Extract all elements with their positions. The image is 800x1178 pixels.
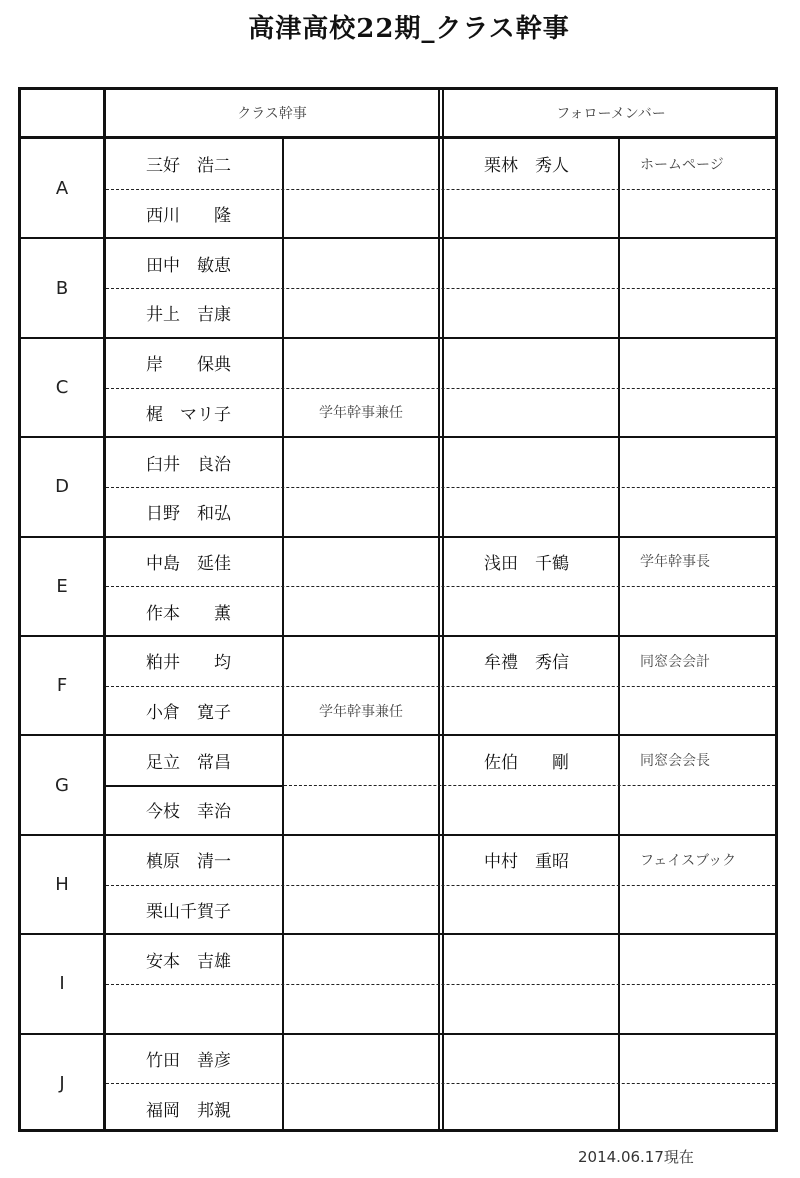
follow-member-role: 同窓会会長	[640, 753, 710, 770]
officer-name: 梶 マリ子	[146, 404, 231, 425]
class-label: C	[55, 376, 69, 398]
officer-note	[284, 835, 438, 885]
officer-note	[284, 785, 438, 835]
officer-name: 今枝 幸治	[146, 802, 231, 823]
officer-note: 学年幹事兼任	[319, 405, 403, 422]
header-follow-members: フォローメンバー	[556, 106, 666, 122]
officer-name: 栗山千賀子	[146, 901, 231, 922]
follow-member-role	[620, 338, 778, 388]
officer-note	[284, 586, 438, 636]
follow-member-role	[620, 785, 778, 835]
officer-note	[284, 189, 438, 239]
follow-member-role: フェイスブック	[640, 852, 737, 869]
follow-member-role: 学年幹事長	[640, 554, 710, 571]
subrow-divider	[106, 388, 775, 389]
officer-name: 槙原 清一	[146, 852, 231, 873]
subrow-divider	[106, 586, 775, 587]
follow-member-name: 栗林 秀人	[484, 156, 569, 177]
officer-note	[284, 537, 438, 587]
follow-member-name	[444, 984, 618, 1034]
officer-note	[284, 238, 438, 288]
subrow-divider	[106, 885, 775, 886]
officer-name: 福岡 邦親	[146, 1100, 231, 1121]
officer-note	[284, 885, 438, 935]
header-class-officers: クラス幹事	[237, 106, 307, 122]
class-label: I	[59, 973, 65, 995]
follow-member-role	[620, 1083, 778, 1133]
follow-member-name	[444, 586, 618, 636]
subrow-divider	[106, 288, 775, 289]
follow-member-name	[444, 189, 618, 239]
follow-member-role	[620, 437, 778, 487]
follow-member-name: 牟禮 秀信	[484, 653, 569, 674]
officer-name: 田中 敏恵	[146, 255, 231, 276]
officer-name: 岸 保典	[146, 355, 231, 376]
follow-member-name: 佐伯 剛	[484, 752, 569, 773]
follow-member-name	[444, 1034, 618, 1084]
class-label: E	[56, 575, 68, 597]
follow-member-name	[444, 785, 618, 835]
officer-note	[284, 636, 438, 686]
page-title: 高津高校22期_クラス幹事	[248, 14, 570, 44]
follow-member-name	[444, 238, 618, 288]
subrow-divider	[106, 984, 775, 985]
follow-member-role	[620, 586, 778, 636]
as-of-date: 2014.06.17現在	[578, 1148, 694, 1166]
officer-note: 学年幹事兼任	[319, 703, 403, 720]
follow-member-role	[620, 934, 778, 984]
follow-member-name	[444, 288, 618, 338]
divider-double-left	[438, 90, 440, 1129]
class-label: B	[55, 277, 69, 299]
officer-note	[284, 934, 438, 984]
follow-member-name	[444, 686, 618, 736]
class-officers-table	[18, 87, 778, 1132]
officer-name: 作本 薫	[146, 603, 231, 624]
follow-member-role	[620, 984, 778, 1034]
subrow-divider	[106, 487, 775, 488]
follow-member-role	[620, 388, 778, 438]
follow-member-name	[444, 338, 618, 388]
class-label: F	[56, 675, 68, 697]
follow-member-name: 浅田 千鶴	[484, 553, 569, 574]
officer-name: 三好 浩二	[146, 156, 231, 177]
officer-name: 日野 和弘	[146, 504, 231, 525]
class-label: D	[55, 476, 69, 498]
subrow-divider	[106, 189, 775, 190]
class-label: J	[59, 1072, 65, 1094]
follow-member-name: 中村 重昭	[484, 852, 569, 873]
officer-name: 小倉 寛子	[146, 703, 231, 724]
officer-note	[284, 139, 438, 189]
follow-member-role	[620, 686, 778, 736]
follow-member-role	[620, 288, 778, 338]
officer-note	[284, 288, 438, 338]
follow-member-name	[444, 934, 618, 984]
follow-member-name	[444, 1083, 618, 1133]
follow-member-role: ホームページ	[640, 156, 724, 173]
officer-note	[284, 735, 438, 785]
follow-member-role	[620, 885, 778, 935]
subrow-divider	[106, 785, 282, 787]
officer-note	[284, 1083, 438, 1133]
class-label: H	[55, 873, 69, 895]
class-label: G	[55, 774, 69, 796]
officer-name: 中島 延佳	[146, 553, 231, 574]
officer-name	[106, 984, 282, 1034]
officer-name: 粕井 均	[146, 653, 231, 674]
subrow-divider	[106, 686, 775, 687]
subrow-divider	[106, 1083, 775, 1084]
subrow-divider	[284, 785, 775, 786]
officer-name: 臼井 良治	[146, 454, 231, 475]
officer-note	[284, 338, 438, 388]
officer-note	[284, 984, 438, 1034]
follow-member-role: 同窓会会計	[640, 653, 710, 670]
follow-member-role	[620, 189, 778, 239]
follow-member-name	[444, 487, 618, 537]
follow-member-name	[444, 388, 618, 438]
officer-name: 足立 常昌	[146, 752, 231, 773]
officer-name: 竹田 善彦	[146, 1050, 231, 1071]
officer-note	[284, 1034, 438, 1084]
follow-member-role	[620, 238, 778, 288]
officer-name: 西川 隆	[146, 206, 231, 227]
class-label: A	[55, 178, 69, 200]
follow-member-name	[444, 885, 618, 935]
follow-member-role	[620, 487, 778, 537]
officer-name: 安本 吉雄	[146, 951, 231, 972]
follow-member-role	[620, 1034, 778, 1084]
follow-member-name	[444, 437, 618, 487]
officer-note	[284, 437, 438, 487]
officer-note	[284, 487, 438, 537]
officer-name: 井上 吉康	[146, 305, 231, 326]
